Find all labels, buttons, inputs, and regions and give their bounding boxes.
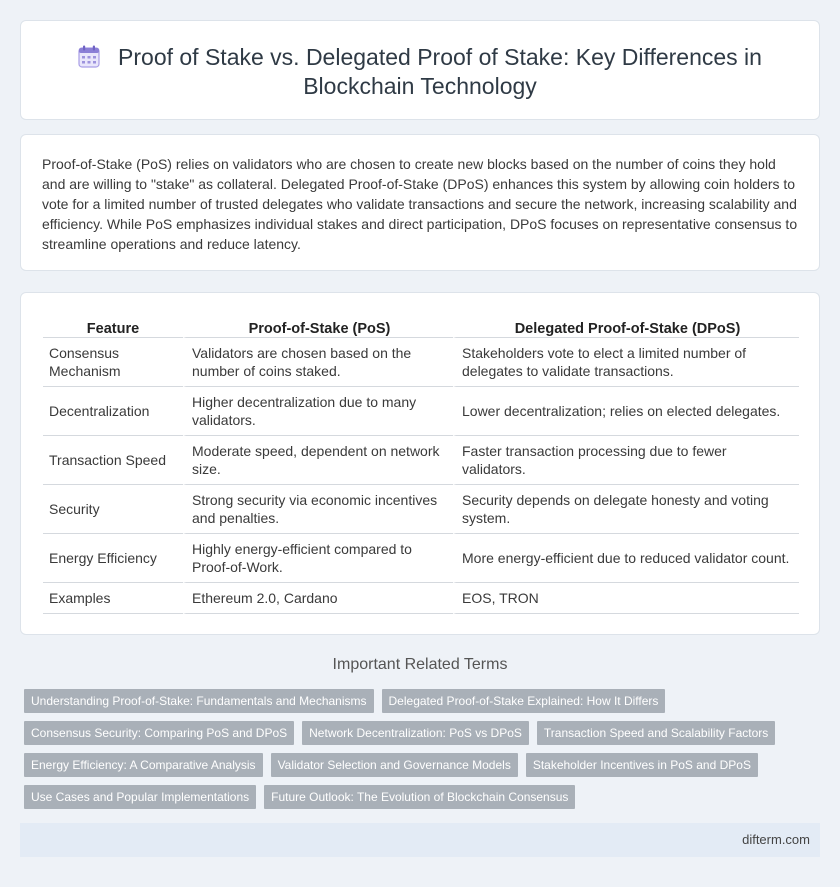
page-title: Proof of Stake vs. Delegated Proof of Stake: Key Differences in Blockchain Technology <box>118 44 762 99</box>
pos-cell: Validators are chosen based on the number of coins staked. <box>183 338 453 387</box>
comparison-table <box>43 316 799 614</box>
table-row <box>43 338 799 387</box>
header-card <box>20 20 820 120</box>
footer-site[interactable]: difterm.com <box>742 832 810 847</box>
feature-cell: Security <box>43 485 183 534</box>
footer-bar <box>20 823 820 857</box>
table-row <box>43 436 799 485</box>
feature-cell: Energy Efficiency <box>43 534 183 583</box>
related-term-tag[interactable]: Understanding Proof-of-Stake: Fundamentals and Mechanisms <box>24 689 374 713</box>
intro-paragraph: Proof-of-Stake (PoS) relies on validators who are chosen to create new blocks based on the number of coins they hold and are willing to "stake" as collateral. Delegated Proof-of-Stake (DPoS) enhances this system by allowing coin holders to vote for a limited number of trusted delegates who validate transactions and secure the network, increasing scalability and efficiency. While PoS emphasizes individual stakes and direct participation, DPoS focuses on representative consensus to streamline operations and reduce latency. <box>42 156 798 252</box>
pos-cell: Ethereum 2.0, Cardano <box>183 583 453 614</box>
comparison-table-card <box>20 292 820 635</box>
tag-row <box>24 785 804 809</box>
dpos-cell: Lower decentralization; relies on elected delegates. <box>453 387 799 436</box>
related-terms-tags <box>24 689 804 817</box>
tag-row <box>24 721 804 745</box>
pos-cell: Highly energy-efficient compared to Proof-of-Work. <box>183 534 453 583</box>
header-feature: Feature <box>43 316 183 338</box>
dpos-cell: Stakeholders vote to elect a limited number of delegates to validate transactions. <box>453 338 799 387</box>
related-term-tag[interactable]: Delegated Proof-of-Stake Explained: How It Differs <box>382 689 666 713</box>
related-term-tag[interactable]: Energy Efficiency: A Comparative Analysis <box>24 753 263 777</box>
calendar-icon <box>78 45 100 68</box>
related-term-tag[interactable]: Network Decentralization: PoS vs DPoS <box>302 721 529 745</box>
feature-cell: Consensus Mechanism <box>43 338 183 387</box>
tag-row <box>24 753 804 777</box>
pos-cell: Strong security via economic incentives and penalties. <box>183 485 453 534</box>
pos-cell: Higher decentralization due to many validators. <box>183 387 453 436</box>
related-term-tag[interactable]: Future Outlook: The Evolution of Blockchain Consensus <box>264 785 575 809</box>
feature-cell: Decentralization <box>43 387 183 436</box>
header-dpos: Delegated Proof-of-Stake (DPoS) <box>453 316 799 338</box>
related-term-tag[interactable]: Validator Selection and Governance Models <box>271 753 518 777</box>
feature-cell: Transaction Speed <box>43 436 183 485</box>
table-row <box>43 485 799 534</box>
table-row <box>43 534 799 583</box>
related-term-tag[interactable]: Stakeholder Incentives in PoS and DPoS <box>526 753 758 777</box>
related-term-tag[interactable]: Consensus Security: Comparing PoS and DPoS <box>24 721 294 745</box>
table-header-row <box>43 316 799 338</box>
dpos-cell: Faster transaction processing due to fewer validators. <box>453 436 799 485</box>
tag-row <box>24 689 804 713</box>
header-pos: Proof-of-Stake (PoS) <box>183 316 453 338</box>
related-terms-title: Important Related Terms <box>332 656 508 673</box>
dpos-cell: More energy-efficient due to reduced validator count. <box>453 534 799 583</box>
related-term-tag[interactable]: Transaction Speed and Scalability Factors <box>537 721 775 745</box>
dpos-cell: Security depends on delegate honesty and voting system. <box>453 485 799 534</box>
pos-cell: Moderate speed, dependent on network size. <box>183 436 453 485</box>
table-row <box>43 583 799 614</box>
intro-card <box>20 134 820 271</box>
related-term-tag[interactable]: Use Cases and Popular Implementations <box>24 785 256 809</box>
dpos-cell: EOS, TRON <box>453 583 799 614</box>
feature-cell: Examples <box>43 583 183 614</box>
table-row <box>43 387 799 436</box>
page-title-wrap <box>61 43 779 101</box>
